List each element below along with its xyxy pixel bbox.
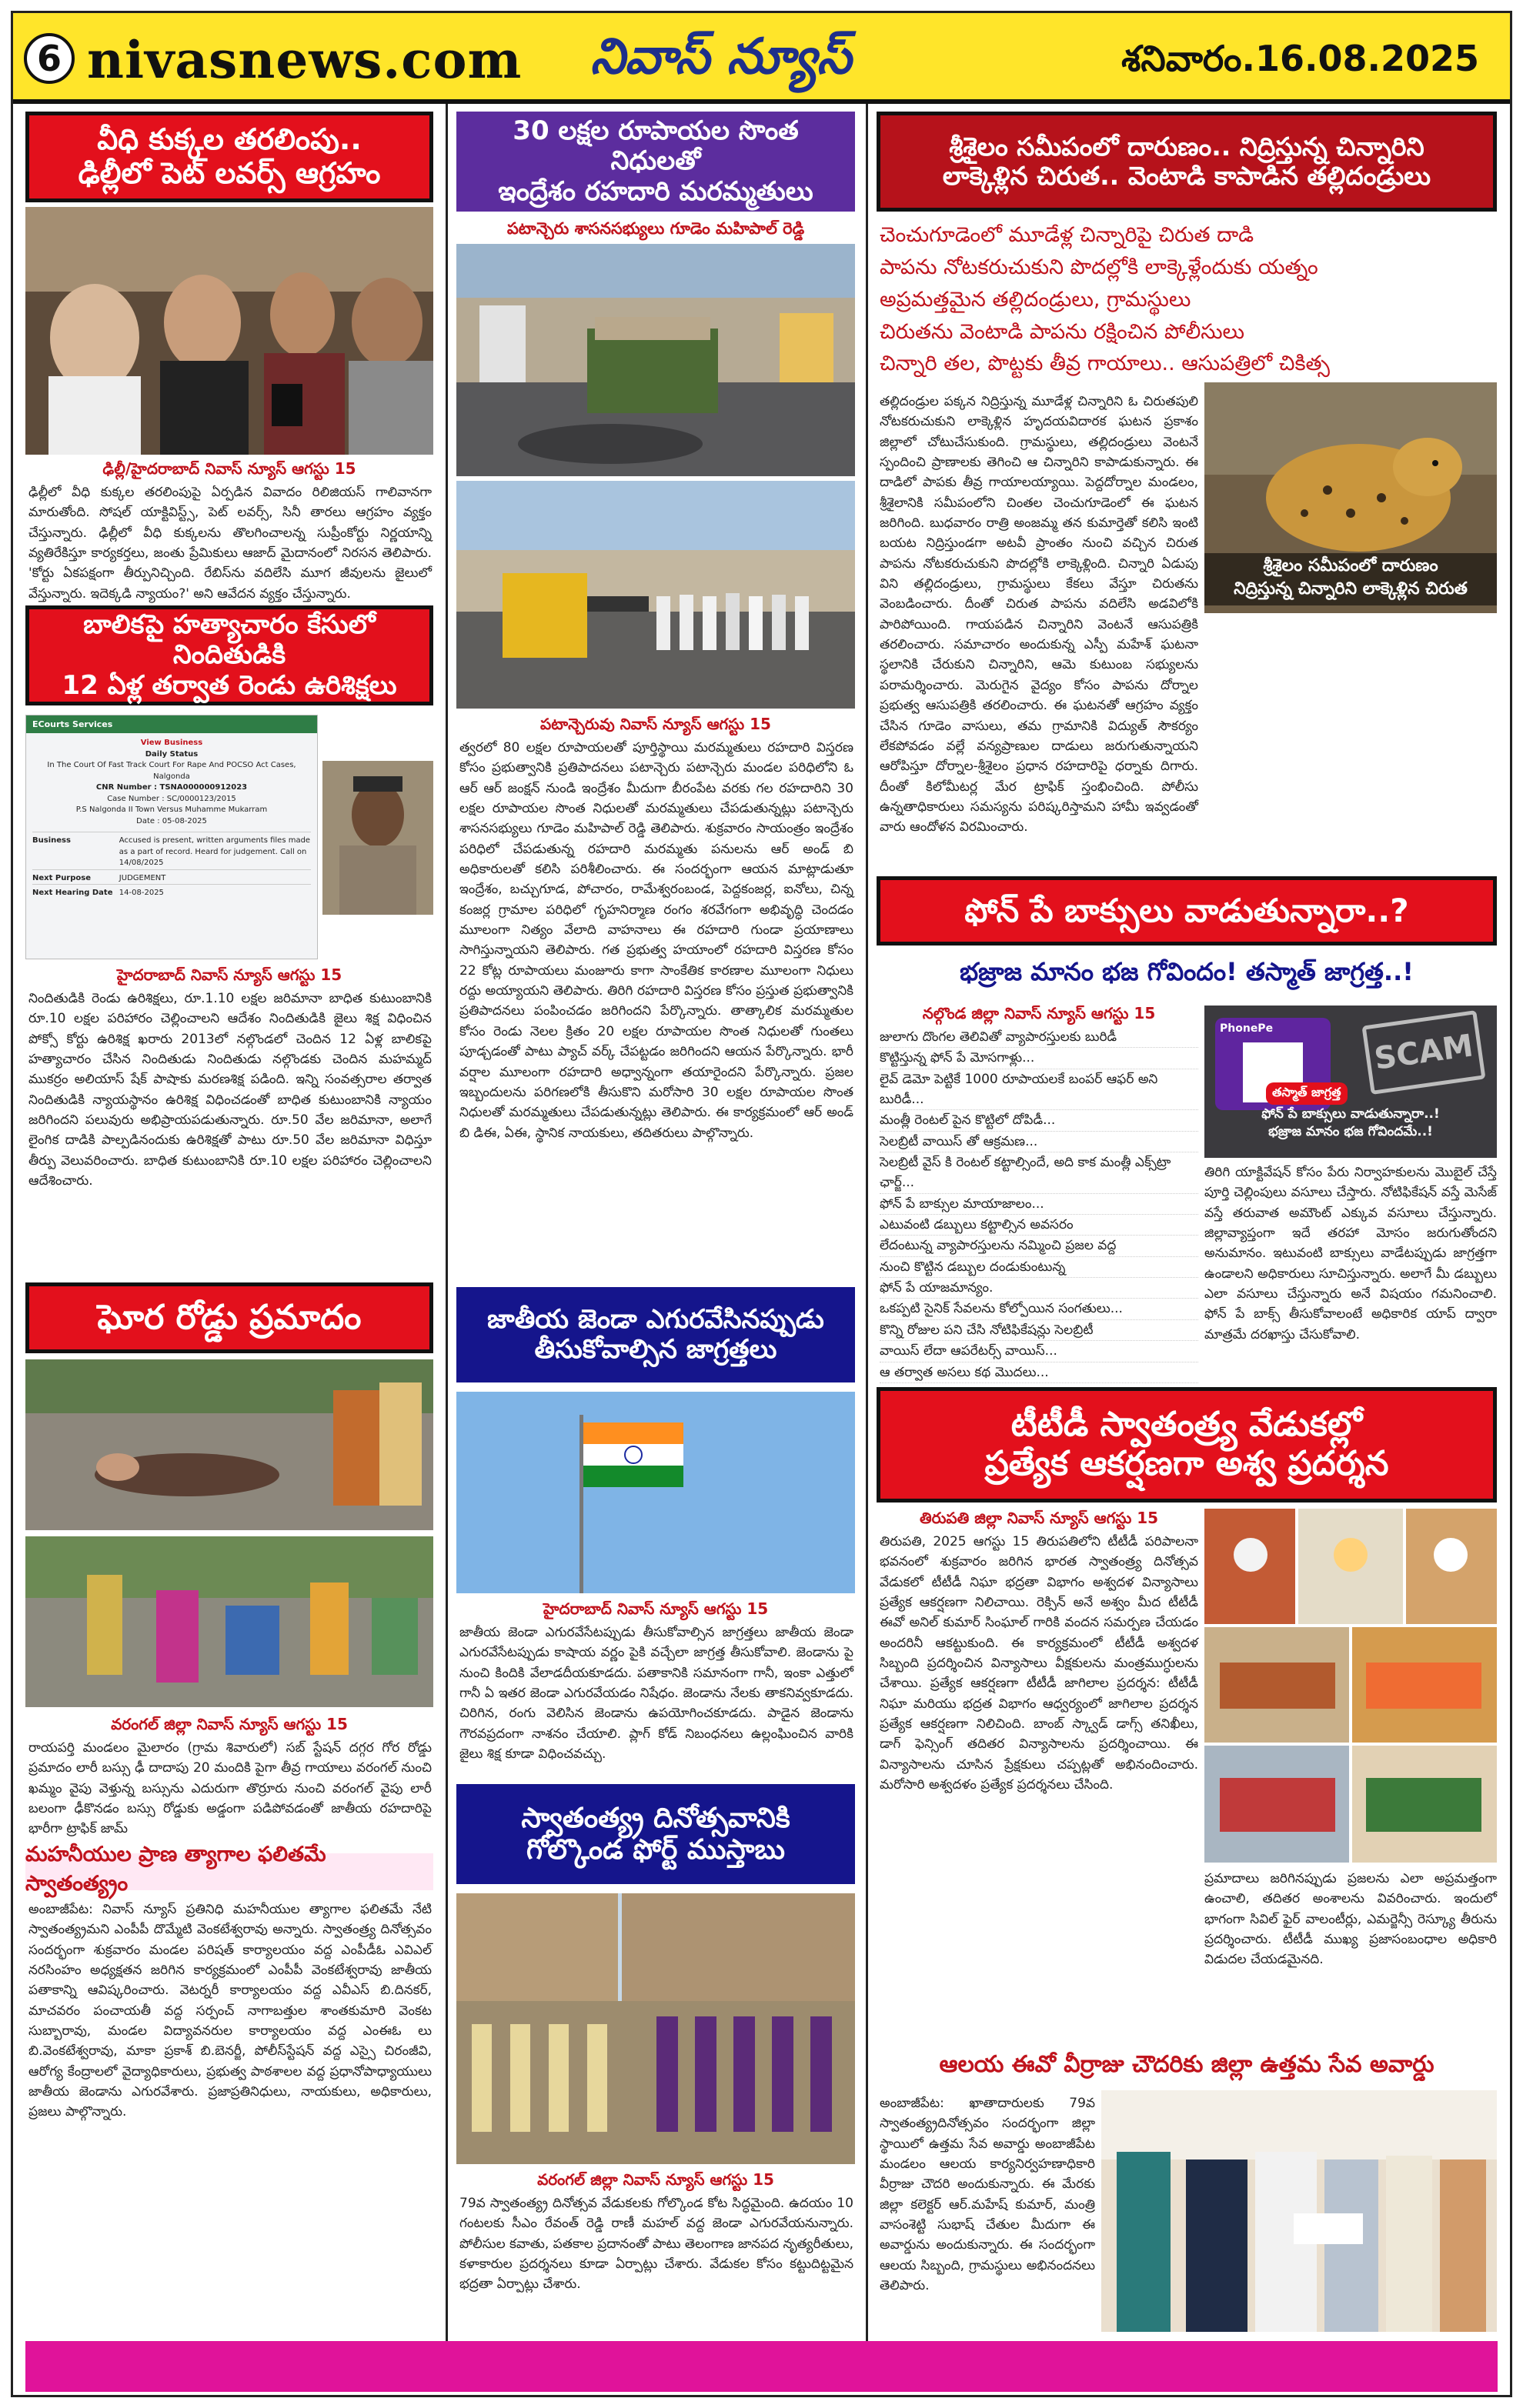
phonepe-image-line2: భజ్రాజ మానం భజ గోవిందమే..! xyxy=(1268,1123,1433,1139)
story11-headline-box xyxy=(877,2047,1497,2087)
list-item: ఫోన్ పే బాక్సుల మాయాజాలం... xyxy=(880,1194,1198,1215)
story7-caption: వరంగల్ జిల్లా నివాస్ న్యూస్ ఆగస్టు 15 xyxy=(537,2170,774,2189)
story9-subheadline[interactable]: భజ్రాజ మానం భజ గోవిందం! తస్మాత్ జాగ్రత్త..! xyxy=(960,957,1414,986)
story8-point: చెంచుగూడెంలో మూడేళ్ల చిన్నారిపై చిరుత దాడి xyxy=(880,223,1254,247)
story1-headline-line1: వీధి కుక్కల తరలింపు.. xyxy=(97,122,362,157)
story6-headline-line2: తీసుకోవాల్సిన జాగ్రత్తలు xyxy=(534,1334,777,1365)
story2-headline-line1: బాలికపై హత్యాచారం కేసులో నిందితుడికి xyxy=(83,609,376,671)
story3-headline[interactable]: ఘోర రోడ్డు ప్రమాదం xyxy=(25,1282,433,1353)
story6-headline[interactable] xyxy=(456,1287,855,1382)
story6-caption: హైదరాబాద్ నివాస్ న్యూస్ ఆగస్టు 15 xyxy=(543,1599,769,1618)
story8-point: చిన్నారి తల, పొట్టకు తీవ్ర గాయాలు.. ఆసుపత్రిలో చికిత్స xyxy=(880,352,1330,376)
list-item: సెలబ్రిటీ వైస్ కి రెంటల్ కట్టాల్సిందే, అది కాక మంత్లీ ఎక్స్‌ట్రా ఛార్జ్... xyxy=(880,1152,1198,1194)
list-item: కొన్ని రోజుల పని చేసి నోటిఫికేషన్లు సెలబ్రిటీ xyxy=(880,1320,1198,1341)
column-divider xyxy=(866,104,868,2381)
site-name[interactable]: nivasnews.com xyxy=(87,30,523,90)
list-item: ఎటువంటి డబ్బులు కట్టాల్సిన అవసరం xyxy=(880,1215,1198,1236)
paper-name-logo: నివాస్ న్యూస్ xyxy=(590,28,852,85)
story8-headline-line2: లాక్కెళ్లిన చిరుత.. వెంటాడి కాపాడిన తల్లిదండ్రులు xyxy=(942,161,1431,191)
story5-headline[interactable] xyxy=(456,112,855,212)
ecourts-business-label: Business xyxy=(32,836,71,845)
story8-highlights xyxy=(880,219,1495,384)
story1-body: ఢిల్లీలో వీధి కుక్కల తరలింపుపై ఏర్పడిన వివాదం రిలిజియస్ గాలివానగా మారుతోంది. సోషల్ యాక్టివిస్ట్స్, పెట్ లవర్స్, సినీ తారలు ఆగ్రహం వ్యక్తం చేస్తున్నారు. ఢిల్లీలో వీధి కుక్కలను తొలగించాలన్న సుప్రీంకోర్టు నిర్ణయాన్ని వ్యతిరేకిస్తూ కార్యకర్తలు, జంతు ప్రేమికులు ఆజాద్ మైదానంలో నిరసన తెలిపారు. 'కోర్టు ఏకపక్షంగా తీర్పునిచ్చింది. రేబిస్‌ను వదిలేసి మూగ జీవులను జైలులో వేస్తున్నారు. ఇదెక్కడి న్యాయం?' అని ఆవేదన వ్యక్తం చేస్తున్నారు. xyxy=(28,485,432,602)
story3-caption: వరంగల్ జిల్లా నివాస్ న్యూస్ ఆగస్టు 15 xyxy=(111,1715,348,1733)
story10-headline-line1: టీటీడీ స్వాతంత్ర్య వేడుకల్లో xyxy=(1010,1405,1363,1445)
ecourts-parties: P.S Nalgonda II Town Versus Muhamme Mukarram xyxy=(75,805,268,814)
story9-caption: నల్గొండ జిల్లా నివాస్ న్యూస్ ఆగస్టు 15 xyxy=(922,1004,1156,1022)
leopard-photo xyxy=(1204,382,1497,613)
story4-headline[interactable]: మహనీయుల ప్రాణ త్యాగాల ఫలితమే స్వాతంత్య్రం xyxy=(25,1843,326,1896)
story10-body-continued: ప్రమాదాలు జరిగినప్పుడు ప్రజలను ఎలా అప్రమత్తంగా ఉంచాలి, తదితర అంశాలను వివరించారు. ఇందులో భాగంగా సివిల్ ఫైర్ వాలంటీర్లు, ఎమర్జెన్సీ రెస్క్యూ తీరును ప్రదర్శించారు. టీటీడీ ముఖ్య ప్రజాసంబంధాల అధికారి విడుదల చేయడమైనది. xyxy=(1204,1871,1497,1968)
ecourts-date: Date : 05-08-2025 xyxy=(136,816,207,825)
story2-headline-line2: 12 ఏళ్ల తర్వాత రెండు ఉరిశిక్షలు xyxy=(62,669,397,701)
phonepe-image-line1: ఫోన్ పే బాక్సులు వాడుతున్నారా..! xyxy=(1261,1106,1440,1122)
story5-headline-line2: ఇంద్రేశం రహదారి మరమ్మతులు xyxy=(498,175,813,207)
story2-headline[interactable] xyxy=(25,605,433,705)
list-item: ఆ తర్వాత అసలు కథ మొదలు... xyxy=(880,1362,1198,1383)
ecourts-view-business[interactable]: View Business xyxy=(140,739,203,747)
list-item: లేదంటున్న వ్యాపారస్తులను నమ్మించి ప్రజల వద్ద xyxy=(880,1236,1198,1256)
ecourts-case: Case Number : SC/0000123/2015 xyxy=(107,794,236,803)
story5-headline-line1: 30 లక్షల రూపాయల సొంత నిధులతో xyxy=(513,115,799,177)
story4-headline-box xyxy=(25,1843,433,1896)
list-item: ఒకప్పటి సైనిక్ సేవలను కోల్పోయిన సంగతులు... xyxy=(880,1299,1198,1319)
ecourts-next-hearing: 14-08-2025 xyxy=(119,889,164,897)
story2-body: నిందితుడికి రెండు ఉరిశిక్షలు, రూ.1.10 లక్షల జరిమానా బాధిత కుటుంబానికి రూ.10 లక్షల పరిహారం చెల్లించాలని ఆదేశం నిందితుడికి జైలు శిక్ష విధించిన పోక్సో కోర్టు ఉరిశిక్ష ఖరారు 2013లో నల్గొండలో చెందిన 12 ఏళ్ల బాలికపై హత్యాచారం చేసిన నిందితుడు నిందితుడు నల్గొండకు చెందిన మహమ్మద్ ముకర్రం అలియాస్ షేక్ పాషాకు మరణశిక్ష పడింది. ఇన్ని సంవత్సరాల తర్వాత నిందితుడికి న్యాయస్థానం ఉరిశిక్ష విధించడంతో బాధిత కుటుంబానికి న్యాయం జరిగిందని పలువురు అభిప్రాయపడుతున్నారు. రూ.50 వేల జరిమానా, అలాగే లైంగిక దాడికి పాల్పడినందుకు ఉరిశిక్షతో పాటు రూ.50 వేల జరిమానా విధిస్తూ తీర్పు వెలువరించారు. బాధిత కుటుంబానికి రూ.10 లక్షల పరిహారం చెల్లించాలని ఆదేశించారు. xyxy=(28,991,432,1189)
ecourts-daily-status: Daily Status xyxy=(145,749,199,759)
ecourts-next-purpose-label: Next Purpose xyxy=(32,873,92,882)
story9-list xyxy=(880,1027,1198,1380)
story9-body: తిరిగి యాక్టివేషన్ కోసం పేరు నిర్వాహకులను మొబైల్ చేస్తే పూర్తి చెల్లింపులు వసూలు చేస్తారు. నోటిఫికేషన్ వస్తే మెసేజ్ వస్తే తరువాత అమౌంట్ ఎక్కువ వసూలు చేస్తున్నారు. జిల్లావ్యాప్తంగా ఇదే తరహా మోసం జరుగుతోందని అనుమానం. ఇటువంటి బాక్సులు వాడేటప్పుడు జాగ్రత్తగా ఉండాలని అధికారులు సూచిస్తున్నారు. అలాగే మీ డబ్బులు ఎలా వసూలు చేస్తున్నారు అనే విషయం గమనించాలి. ఫోన్ పే బాక్స్ తీసుకోవాలంటే అధికారిక యాప్ ద్వారా మాత్రమే దరఖాస్తు చేసుకోవాలి. xyxy=(1204,1165,1497,1342)
golconda-photo xyxy=(456,1893,855,2164)
story10-body: తిరుపతి, 2025 ఆగస్టు 15 తిరుపతిలోని టీటీడీ పరిపాలనా భవనంలో శుక్రవారం జరిగిన భారత స్వాతంత్ర్య దినోత్సవ వేడుకలో టీటీడీ నిఘా భద్రతా విభాగం అశ్వదళ విన్యాసాలు ప్రత్యేక ఆకర్షణగా నిలిచాయి. రెక్సిన్ అనే అశ్వం మీద టీటీడీ ఈవో అనిల్ కుమార్ సింఘాల్ గారికి వందన సమర్పణ చేయడం అందరినీ ఆకట్టుకుంది. ఈ కార్యక్రమంలో టీటీడీ అశ్వదళ సిబ్బంది ప్రదర్శించిన విన్యాసాలు వీక్షకులను మంత్రముగ్ధులను చేశాయి. ప్రత్యేక ఆకర్షణగా టీటీడీ జాగిలాల ప్రదర్శన: టీటీడీ నిఘా మరియు భద్రత విభాగం ఆధ్వర్యంలో జాగిలాల ప్రదర్శన ప్రత్యేక ఆకర్షణగా నిలిచింది. బాంబ్ స్క్వాడ్ డాగ్స్ తనిఖీలు, డాగ్ ఫెన్సింగ్ తదితర విన్యాసాలను ప్రదర్శించాయి. ఈ విన్యాసాలను చూసిన ప్రేక్షకులు చప్పట్లతో అభినందించారు. మరోసారి అశ్వదళం ప్రత్యేక ప్రదర్శనలు చేసింది. xyxy=(880,1534,1198,1793)
list-item: ఫోన్ పే యాజమాన్యం. xyxy=(880,1278,1198,1299)
story4-body: అంబాజీపేట: నివాస్ న్యూస్ ప్రతినిధి మహనీయుల త్యాగాల ఫలితమే నేటి స్వాతంత్య్రమని ఎంపీపీ దొమ్మేటి వెంకటేశ్వరావు అన్నారు. స్వాతంత్ర్య దినోత్సవం సందర్భంగా శుక్రవారం మండల పరిషత్ కార్యాలయం వద్ద ఎంపీడీఓ ఎవిఎల్ నరసింహం అధ్యక్షతన జరిగిన కార్యక్రమంలో ఎంపీపీ వెంకటేశ్వరావు జాతీయ పతాకాన్ని ఆవిష్కరించారు. వెటర్నరీ కార్యాలయం వద్ద ఎవీఎస్ బి.దినకర్, మాచవరం పంచాయతీ వద్ద సర్పంచ్ నాగాబత్తుల శాంతకుమారి వెంకట సుబ్బారావు, మండల విద్యావనరుల కార్యాలయం వద్ద ఎంఈఓ లు బి.వెంకటేశ్వరావు, మాకా ప్రకాశ్ బి.బెనర్జీ, పోలీస్‌స్టేషన్ వద్ద ఎస్సై చిరంజీవి, ఆరోగ్య కేంద్రాలలో వైద్యాధికారులు, ప్రభుత్వ పాఠశాలల వద్ద ప్రధానోపాధ్యాయులు జాతీయ జెండాను ఎగురవేశారు. ప్రజాప్రతినిధులు, నాయకులు, అధికారులు, ప్రజలు పాల్గొన్నారు. xyxy=(28,1902,432,2120)
story7-headline-line1: స్వాతంత్య్ర దినోత్సవానికి xyxy=(521,1802,790,1834)
story8-point: చిరుతను వెంటాడి పాపను రక్షించిన పోలీసులు xyxy=(880,319,1245,344)
phonepe-warning-tag: తస్మాత్ జాగ్రత్త xyxy=(1266,1082,1348,1105)
story8-point: అప్రమత్తమైన తల్లిదండ్రులు, గ్రామస్థులు xyxy=(880,287,1191,312)
story8-body: తల్లిదండ్రుల పక్కన నిద్రిస్తున్న మూడేళ్ల చిన్నారిని ఓ చిరుతపులి నోటకరుచుకుని లాక్కెళ్లిన హృదయవిదారక ఘటన ప్రకాశం జిల్లాలో చోటుచేసుకుంది. గ్రామస్థులు, తల్లిదండ్రులు వెంటనే స్పందించి ప్రాణాలకు తెగించి ఆ చిన్నారిని కాపాడుకున్నారు. ఈ దాడిలో పాపకు తీవ్ర గాయాలయ్యాయి. పెద్దదోర్నాల మండలం, శ్రీశైలానికి సమీపంలోని చింతల చెంచుగూడెంలో ఈ ఘటన జరిగింది. బుధవారం రాత్రి అంజమ్మ తన కుమార్తెతో కలిసి ఇంటి బయట నిద్రిస్తుండగా అటవీ ప్రాంతం నుంచి వచ్చిన చిరుత పాపను నోటకరుచుకుని పొదల్లోకి లాక్కెళ్లింది. చిన్నారి ఏడుపు విని తల్లిదండ్రులు, గ్రామస్థులు కేకలు వేస్తూ చిరుతను వెంబడించారు. దీంతో చిరుత పాపను వదిలేసి అడవిలోకి పారిపోయింది. గాయపడిన చిన్నారిని వెంటనే ఆసుపత్రికి తరలించారు. సమాచారం అందుకున్న ఎస్పీ మహేశ్ ఘటనా స్థలానికి చేరుకుని చిన్నారిని, ఆమె కుటుంబ సభ్యులను పరామర్శించారు. మెరుగైన వైద్యం కోసం పాపను దోర్నాల ప్రభుత్వ ఆసుపత్రికి తరలించారు. ఈ ఘటనతో ఆగ్రహం వ్యక్తం చేసిన గూడెం వాసులు, తమ గ్రామానికి విద్యుత్ సౌకర్యం లేకపోవడం వల్లే వన్యప్రాణుల దాడులు జరుగుతున్నాయని ఆరోపిస్తూ దోర్నాల-శ్రీశైలం ప్రధాన రహదారిపై ధర్నాకు దిగారు. దీంతో కిలోమీటర్ల మేర ట్రాఫిక్ స్తంభించింది. పోలీసు ఉన్నతాధికారులు సమస్యను పరిష్కరిస్తామని హామీ ఇవ్వడంతో వారు ఆందోళన విరమించారు. xyxy=(880,394,1198,835)
accident-photo-2 xyxy=(25,1536,433,1707)
ecourts-screenshot xyxy=(25,715,318,959)
story10-headline-line2: ప్రత్యేక ఆకర్షణగా అశ్వ ప్రదర్శన xyxy=(984,1444,1389,1483)
leopard-overlay-line1: శ్రీశైలం సమీపంలో దారుణం xyxy=(1263,556,1438,575)
story1-photo xyxy=(25,207,433,455)
story6-body: జాతీయ జెండా ఎగురవేసేటప్పుడు తీసుకోవాల్సిన జాగ్రత్తలు జాతీయ జెండా ఎగురవేసేటప్పుడు కాషాయ వర్ణం పైకి వచ్చేలా జాగ్రత్త తీసుకోవాలి. జెండాను పై నుంచి కిందికి వేలాడదీయకూడదు. పతాకానికి సమానంగా గానీ, ఇంకా ఎత్తులో గానీ ఏ ఇతర జెండా ఎగురవేయడం నిషేధం. జెండాను నేలకు తాకనివ్వకూడదు. చిరిగిన, రంగు వెలిసిన జెండాను ఉపయోగించకూడదు. పాడైన జెండాను గౌరవప్రదంగా నాశనం చేయాలి. ప్లాగ్ కోడ్ నిబంధనలు ఉల్లంఘించిన వారికి జైలు శిక్ష కూడా విధించవచ్చు. xyxy=(459,1625,853,1763)
scam-stamp-icon: SCAM xyxy=(1361,1010,1485,1095)
list-item: మంత్లీ రెంటల్ పైన కొట్టిలో దోపిడీ... xyxy=(880,1110,1198,1131)
footer-bar xyxy=(25,2341,1498,2392)
story10-caption: తిరుపతి జిల్లా నివాస్ న్యూస్ ఆగస్టు 15 xyxy=(919,1509,1159,1527)
story10-headline[interactable] xyxy=(877,1387,1497,1502)
story1-caption: ఢిల్లీ/హైదరాబాద్ నివాస్ న్యూస్ ఆగస్టు 15 xyxy=(102,459,356,478)
story7-headline-line2: గోల్కొండ ఫోర్ట్ ముస్తాబు xyxy=(526,1834,786,1866)
award-photo xyxy=(1101,2090,1497,2332)
ttd-photo-collage xyxy=(1204,1509,1497,1863)
masthead xyxy=(13,13,1510,104)
story2-caption: హైదరాబాద్ నివాస్ న్యూస్ ఆగస్టు 15 xyxy=(116,966,342,984)
flag-photo xyxy=(456,1392,855,1593)
ecourts-cnr: CNR Number : TSNA000000912023 xyxy=(95,783,248,792)
ecourts-next-purpose: JUDGEMENT xyxy=(119,873,166,882)
list-item: జులాగు దొంగల తెలివితో వ్యాపారస్తులకు బురిడీ xyxy=(880,1027,1198,1048)
phonepe-label: PhonePe xyxy=(1220,1022,1274,1035)
story6-headline-line1: జాతీయ జెండా ఎగురవేసినప్పుడు xyxy=(487,1303,824,1335)
story8-headline-line1: శ్రీశైలం సమీపంలో దారుణం.. నిద్రిస్తున్న చిన్నారిని xyxy=(949,132,1424,162)
story7-body: 79వ స్వాతంత్య్ర దినోత్సవ వేడుకలకు గోల్కొండ కోట సిద్ధమైంది. ఉదయం 10 గంటలకు సీఎం రేవంత్ రెడ్డి రాణీ మహల్ వద్ద జెండా ఎగురవేయనున్నారు. పోలీసుల కవాతు, పతకాల ప్రదానంతో పాటు తెలంగాణ జానపద నృత్యరీతులు, కళాకారుల ప్రదర్శనలు కూడా ఏర్పాట్లు చేశారు. వేడుకల కోసం కట్టుదిట్టమైన భద్రతా ఏర్పాట్లు చేశారు. xyxy=(459,2196,853,2293)
story5-body: త్వరలో 80 లక్షల రూపాయలతో పూర్తిస్థాయి మరమ్మతులు రహదారి విస్తరణ కోసం ప్రభుత్వానికి ప్రతిపాదనలు పటాన్చెరు పటాన్చెరు మండల పరిధిలోని ఓ ఆర్ ఆర్ జంక్షన్ నుండి ఇంద్రేశం మీదుగా బీరంపేట వరకు గల రహదారిని 30 లక్షల రూపాయల సొంత నిధులతో మరమ్మతులు చేపడుతున్నట్లు పటాన్చెరు శాసనసభ్యులు గూడెం మహిపాల్ రెడ్డి తెలిపారు. శుక్రవారం సాయంత్రం ఇంద్రేశం పరిధిలో చేపడుతున్న రహదారి మరమ్మతు పనులను ఆర్ అండ్ బి అధికారులతో కలిసి పరిశీలించారు. ఈ సందర్భంగా ఆయన మాట్లాడుతూ ఇంద్రేశం, బచ్చుగూడ, పోచారం, రామేశ్వరంబండ, పెద్దకంజర్ల, ఐనోలు, చిన్న కంజర్ల గ్రామాల పరిధిలో గృహనిర్మాణ రంగం శరవేగంగా అభివృద్ధి చెందడం మూలంగా నిత్యం వేలాది వాహనాలు ఈ రహదారి గుండా ప్రయాణాలు సాగిస్తున్నాయని తెలిపారు. గత ప్రభుత్వ హయాంలో రహదారి విస్తరణ కోసం 22 కోట్ల రూపాయలు మంజూరు కాగా సాంకేతిక కారణాల మూలంగా నిధులు రద్దు అయ్యాయని తెలిపారు. తిరిగి రహదారి విస్తరణ కోసం ప్రస్తుత ప్రభుత్వానికి ప్రతిపాదనలు పంపించడం జరిగిందని పేర్కొన్నారు. తాత్కాలిక మరమ్మతుల కోసం రెండు నెలల క్రితం 20 లక్షల రూపాయల సొంత నిధులతో గుంతలు పూడ్చడంతో పాటు ప్యాచ్ వర్క్ చేపట్టడం జరిగిందని ఆయన పేర్కొన్నారు. భారీ వర్షాల మూలంగా రహదారి అధ్వాన్నంగా తయారైందని పేర్కొన్నారు. ప్రజల ఇబ్బందులను పరిగణలోకి తీసుకొని మరోసారి 30 లక్షల రూపాయల సొంత నిధులతో మరమ్మతులు చేపడుతున్నట్లు తెలిపారు. ఈ కార్యక్రమంలో ఆర్ అండ్ బి డిఈ, ఏఈ, స్థానిక నాయకులు, తదితరులు పాల్గొన్నారు. xyxy=(459,740,853,1141)
ecourts-next-hearing-label: Next Hearing Date xyxy=(32,889,113,897)
story8-point: పాపను నోటకరుచుకుని పొదల్లోకి లాక్కెళ్లేందుకు యత్నం xyxy=(880,255,1318,279)
leopard-overlay-line2: నిద్రిస్తున్న చిన్నారిని లాక్కెళ్లిన చిరుత xyxy=(1234,579,1468,599)
story7-headline[interactable] xyxy=(456,1784,855,1884)
ecourts-header: ECourts Services xyxy=(26,715,317,733)
ecourts-court: In The Court Of Fast Track Court For Rape And POCSO Act Cases, Nalgonda xyxy=(47,761,296,781)
road-repair-photo-1 xyxy=(456,244,855,476)
phonepe-scam-image xyxy=(1204,1006,1497,1158)
column-divider xyxy=(446,104,448,2381)
story1-headline[interactable] xyxy=(25,112,433,202)
issue-date: శనివారం.16.08.2025 xyxy=(1121,38,1479,79)
story5-caption: పటాన్చెరువు నివాస్ న్యూస్ ఆగస్టు 15 xyxy=(540,715,771,733)
newspaper-page xyxy=(11,11,1512,2397)
story9-headline[interactable]: ఫోన్ పే బాక్సులు వాడుతున్నారా..? xyxy=(877,876,1497,946)
story1-headline-line2: ఢిల్లీలో పెట్ లవర్స్ ఆగ్రహం xyxy=(78,156,381,190)
list-item: సెలబ్రిటీ వాయిస్ తో ఆక్రమణ... xyxy=(880,1132,1198,1152)
list-item: నుంచి కొట్టిన డబ్బుల దండుకుంటున్న xyxy=(880,1257,1198,1278)
list-item: వాయిస్ లేదా ఆపరేటర్స్ వాయిస్... xyxy=(880,1341,1198,1362)
list-item: కొట్టిస్తున్న ఫోన్ పే మోసగాళ్లు... xyxy=(880,1048,1198,1069)
list-item: లైవ్ డెమో పెట్టికే 1000 రూపాయలకే బంపర్ ఆఫర్ అని బురిడీ... xyxy=(880,1069,1198,1111)
story9-subheadline-box xyxy=(877,953,1497,996)
story11-body: అంబాజీపేట: ఖాతాదారులకు 79వ స్వాతంత్య్రదినోత్సవం సందర్భంగా జిల్లా స్థాయిలో ఉత్తమ సేవ అవార్డు అంబాజీపేట మండలం ఆలయ కార్యనిర్వహణాధికారి వీర్రాజు చౌదరి అందుకున్నారు. ఈ మేరకు జిల్లా కలెక్టర్ ఆర్.మహేష్ కుమార్, మంత్రి వాసంశెట్టి సుభాష్ చేతుల మీదుగా ఈ అవార్డును అందుకున్నారు. ఈ సందర్భంగా ఆలయ సిబ్బంది, గ్రామస్థులు అభినందనలు తెలిపారు. xyxy=(880,2096,1095,2294)
story3-body: రాయపర్తి మండలం మైలారం (గ్రామ శివారులో) సబ్ స్టేషన్ దగ్గర గోర రోడ్డు ప్రమాదం లారీ బస్సు ఢీ దాదాపు 20 మందికి పైగా తీవ్ర గాయాలు వరంగల్ నుంచి ఖమ్మం వైపు వెళ్తున్న బస్సును ఎదురుగా తొర్రూరు నుంచి వరంగల్ వైపు లారీ బలంగా ఢీకొనడం బస్సు రోడ్డుకు అడ్డంగా పడిపోవడంతో జాతీయ రహదారిపై భారీగా ట్రాఫిక్ జామ్ xyxy=(28,1740,432,1837)
page-number: 6 xyxy=(24,33,75,84)
accused-photo xyxy=(322,761,433,915)
ecourts-business-text: Accused is present, written arguments files made as a part of record. Heard for judgement. Call on 14/08/2025 xyxy=(119,836,311,867)
road-repair-photo-2 xyxy=(456,481,855,709)
accident-photo-1 xyxy=(25,1359,433,1530)
story5-byline: పటాన్చెరు శాసనసభ్యులు గూడెం మహిపాల్ రెడ్డి xyxy=(506,219,805,238)
story8-headline[interactable] xyxy=(877,112,1497,212)
story11-headline[interactable]: ఆలయ ఈవో వీర్రాజు చౌదరికు జిల్లా ఉత్తమ సేవ అవార్డు xyxy=(939,2051,1434,2078)
